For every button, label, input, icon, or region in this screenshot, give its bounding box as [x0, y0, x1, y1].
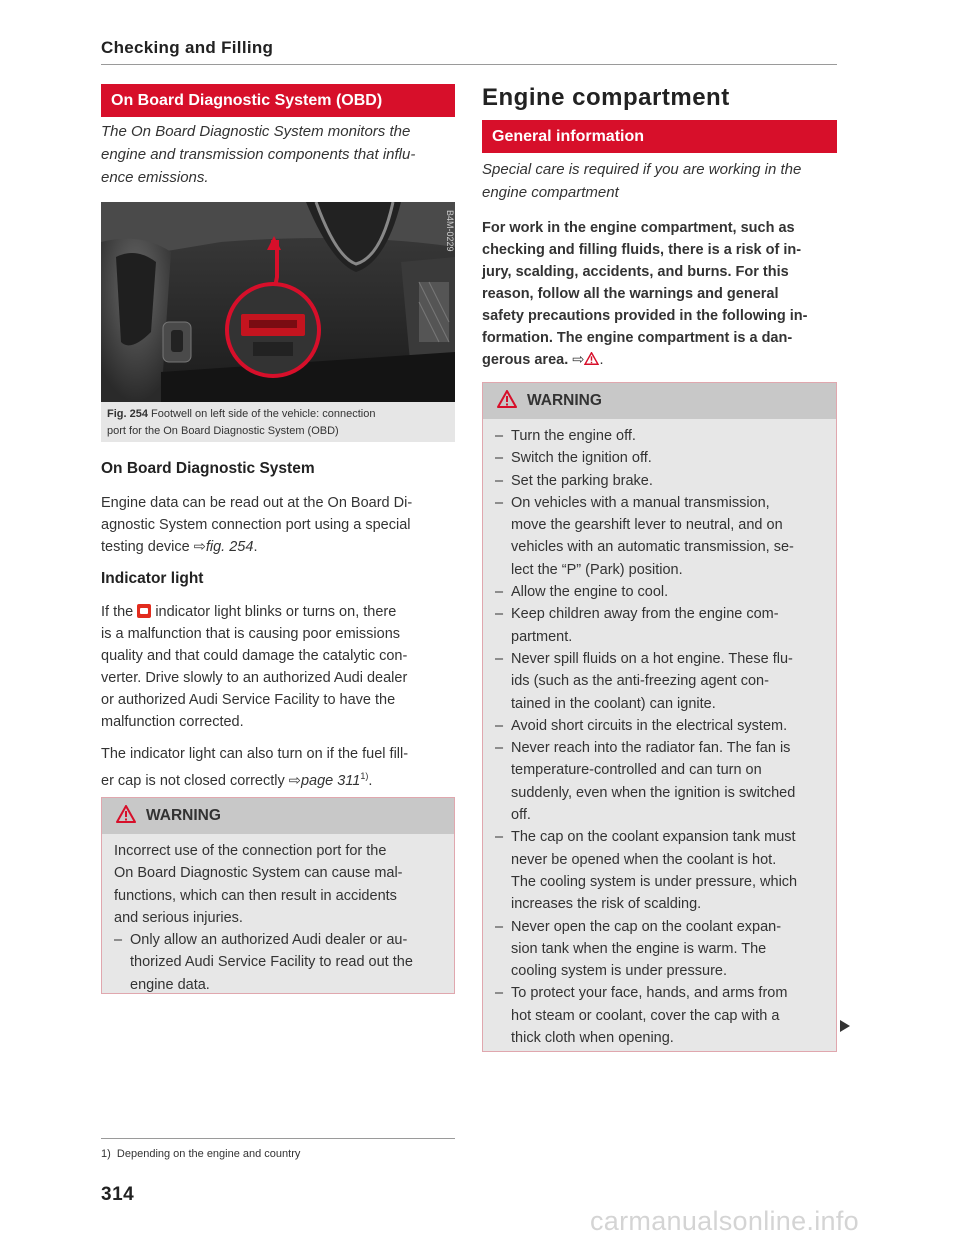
page-number: 314: [101, 1184, 135, 1205]
bold-line: reason, follow all the warnings and general: [482, 286, 779, 302]
obd-body: [101, 492, 461, 558]
bold-line: gerous area.: [482, 352, 569, 368]
warning-item-line: vehicles with an automatic transmission, se-: [511, 539, 794, 556]
warning-item-line: Keep children away from the engine com-: [511, 606, 779, 623]
indicator-text: indicator light blinks or turns on, there: [155, 604, 397, 620]
dash-bullet: –: [495, 494, 504, 511]
warning-list-item: [495, 648, 824, 715]
warning-item-line: sion tank when the engine is warm. The: [511, 940, 767, 957]
section-title: Checking and Filling: [101, 38, 274, 57]
indicator-line: malfunction corrected.: [101, 714, 244, 730]
obd-body-line: agnostic System connection port using a special: [101, 517, 411, 533]
warning-triangle-icon: [497, 390, 517, 408]
obd-body-end: .: [253, 539, 258, 555]
warning-item-line: off.: [511, 807, 531, 824]
indicator-line: or authorized Audi Service Facility to have the: [101, 692, 396, 708]
warning-item-line: Avoid short circuits in the electrical system.: [511, 717, 788, 734]
obd-title-bar: On Board Diagnostic System (OBD): [101, 84, 455, 117]
warning-item-line: tained in the coolant) can ignite.: [511, 695, 716, 712]
bold-line: safety precautions provided in the following in-: [482, 308, 808, 324]
warning-header: [483, 383, 836, 419]
warning-item-line: partment.: [511, 628, 573, 645]
warning-item-line: cooling system is under pressure.: [511, 963, 727, 980]
engine-lead-line: Special care is required if you are working in the: [482, 161, 802, 178]
engine-warning-box: [482, 382, 837, 1052]
continue-arrow-icon: [840, 1020, 850, 1032]
footnote-text: Depending on the engine and country: [116, 1148, 301, 1160]
engine-warning-icon: [137, 604, 151, 618]
engine-bold-paragraph: [482, 217, 842, 371]
indicator-paragraph-2: [101, 743, 461, 792]
warning-item-line: ids (such as the anti-freezing agent con-: [511, 673, 769, 690]
warning-item-line: To protect your face, hands, and arms from: [511, 985, 788, 1002]
warning-line: Incorrect use of the connection port for the: [114, 843, 387, 859]
warning-item-line: suddenly, even when the ignition is switched: [511, 784, 796, 801]
warning-item-line: Set the parking brake.: [511, 472, 653, 489]
warning-item-line: hot steam or coolant, cover the cap with a: [511, 1007, 780, 1024]
obd-warning-box: [101, 797, 455, 994]
indicator-line: The indicator light can also turn on if the fuel fill-: [101, 746, 409, 762]
warning-label: WARNING: [146, 807, 221, 824]
dash-bullet: –: [495, 472, 504, 489]
obd-body-line: Engine data can be read out at the On Board Di-: [101, 495, 413, 511]
warning-item-line: never be opened when the coolant is hot.: [511, 851, 777, 868]
warning-triangle-icon: [116, 805, 136, 823]
dash-bullet: –: [495, 606, 504, 623]
engine-lead-line: engine compartment: [482, 184, 619, 201]
warning-list-item: [495, 581, 824, 603]
warning-item-line: Only allow an authorized Audi dealer or au-: [130, 932, 408, 949]
indicator-heading: Indicator light: [101, 570, 204, 587]
warning-list: [483, 419, 836, 1049]
header-rule: [101, 64, 837, 65]
watermark: carmanualsonline.info: [590, 1206, 859, 1236]
figure-caption-text: Footwell on left side of the vehicle: connection: [151, 408, 376, 420]
warning-triangle-icon[interactable]: [584, 352, 599, 365]
indicator-end: .: [368, 772, 373, 789]
dash-bullet: –: [495, 428, 504, 444]
warning-item-line: Turn the engine off.: [511, 428, 636, 444]
warning-list-item: [495, 826, 824, 915]
dash-bullet: –: [495, 717, 504, 734]
dash-bullet: –: [495, 740, 504, 757]
bold-line: jury, scalding, accidents, and burns. For this: [482, 264, 789, 280]
footwell-illustration: [101, 202, 455, 402]
obd-intro-line: ence emissions.: [101, 169, 209, 186]
dash-bullet: –: [495, 450, 504, 467]
warning-list-item: [495, 447, 824, 469]
warning-item-line: move the gearshift lever to neutral, and on: [511, 517, 783, 534]
figure-caption: [101, 402, 455, 442]
warning-item-line: Allow the engine to cool.: [511, 584, 669, 601]
bold-end: .: [599, 352, 604, 368]
bold-line: For work in the engine compartment, such as: [482, 220, 795, 236]
indicator-line: is a malfunction that is causing poor emissions: [101, 626, 401, 642]
figure-caption-text-2: port for the On Board Diagnostic System (OBD): [107, 425, 339, 437]
footnote: [101, 1148, 300, 1160]
dash-bullet: –: [114, 932, 123, 949]
warning-list-item: [495, 492, 824, 581]
footnote-ref: 1): [360, 771, 369, 781]
indicator-text: If the: [101, 604, 134, 620]
warning-item-line: Switch the ignition off.: [511, 450, 652, 467]
indicator-line: er cap is not closed correctly: [101, 772, 289, 789]
figure-reference-link[interactable]: fig. 254: [205, 539, 254, 555]
warning-text: [102, 834, 454, 996]
ref-arrow-icon: ⇨: [288, 772, 301, 789]
obd-body-line: testing device: [101, 539, 194, 555]
figure-image: [101, 202, 455, 402]
dash-bullet: –: [495, 650, 504, 667]
indicator-line: verter. Drive slowly to an authorized Audi dealer: [101, 670, 408, 686]
figure-code: B4M-0229: [445, 210, 455, 252]
ref-arrow-icon: ⇨: [193, 539, 206, 555]
warning-line: and serious injuries.: [114, 909, 243, 926]
warning-item-line: increases the risk of scalding.: [511, 896, 702, 913]
warning-item-line: On vehicles with a manual transmission,: [511, 494, 770, 511]
warning-list-item: [114, 929, 442, 996]
warning-list-item: [495, 916, 824, 983]
warning-item-line: The cooling system is under pressure, which: [511, 873, 798, 890]
engine-lead: [482, 158, 842, 204]
warning-item-line: Never reach into the radiator fan. The fan is: [511, 740, 791, 757]
engine-compartment-title: Engine compartment: [482, 84, 730, 111]
warning-list-item: [495, 425, 824, 447]
dash-bullet: –: [495, 829, 504, 846]
warning-header: [102, 798, 454, 834]
footnote-mark: 1): [101, 1148, 111, 1160]
warning-list-item: [495, 603, 824, 648]
warning-line: On Board Diagnostic System can cause mal-: [114, 865, 403, 882]
warning-list-item: [495, 470, 824, 492]
indicator-paragraph-1: [101, 601, 461, 733]
bold-line: checking and filling fluids, there is a risk of in-: [482, 242, 802, 258]
dash-bullet: –: [495, 985, 504, 1002]
obd-heading: On Board Diagnostic System: [101, 460, 315, 477]
general-info-bar: General information: [482, 120, 837, 153]
warning-item-line: engine data.: [130, 976, 210, 993]
bold-line: formation. The engine compartment is a dan-: [482, 330, 793, 346]
obd-intro-line: The On Board Diagnostic System monitors the: [101, 123, 411, 140]
warning-list-item: [495, 715, 824, 737]
warning-item-line: temperature-controlled and can turn on: [511, 762, 762, 779]
warning-item-line: Never spill fluids on a hot engine. These flu-: [511, 650, 793, 667]
warning-label: WARNING: [527, 392, 602, 409]
indicator-line: quality and that could damage the catalytic con-: [101, 648, 408, 664]
page-reference-link[interactable]: page 311: [300, 772, 361, 789]
dash-bullet: –: [495, 918, 504, 935]
dash-bullet: –: [495, 584, 504, 601]
obd-intro-line: engine and transmission components that influ-: [101, 146, 416, 163]
warning-list-item: [495, 737, 824, 826]
footnote-rule: [101, 1138, 455, 1139]
ref-arrow-icon: ⇨: [572, 352, 585, 368]
warning-line: functions, which can then result in accidents: [114, 887, 397, 904]
obd-intro: [101, 120, 461, 189]
figure-number: Fig. 254: [107, 408, 148, 420]
warning-list-item: [495, 982, 824, 1049]
warning-item-line: thorized Audi Service Facility to read out the: [130, 954, 413, 971]
warning-item-line: The cap on the coolant expansion tank must: [511, 829, 796, 846]
warning-item-line: Never open the cap on the coolant expan-: [511, 918, 782, 935]
warning-item-line: lect the “P” (Park) position.: [511, 561, 683, 578]
warning-item-line: thick cloth when opening.: [511, 1030, 674, 1047]
